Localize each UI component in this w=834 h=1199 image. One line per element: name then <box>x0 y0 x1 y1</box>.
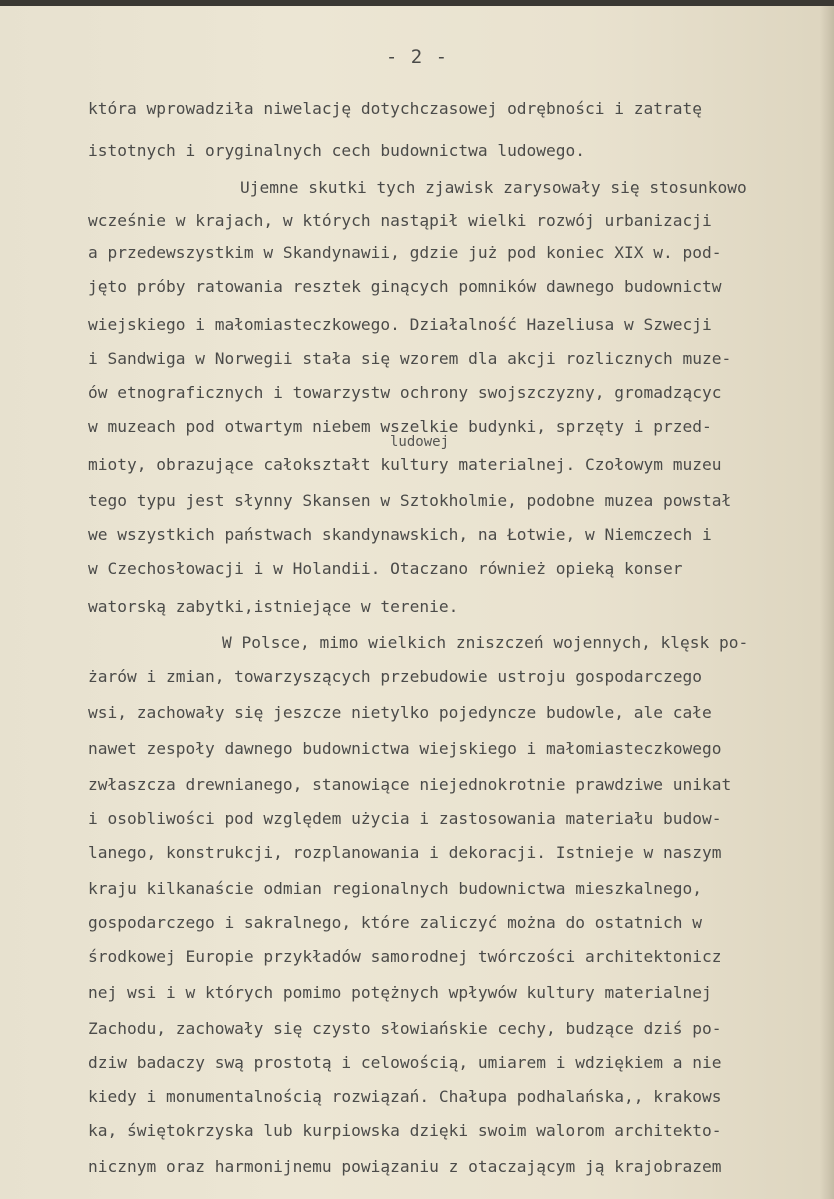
text-line: żarów i zmian, towarzyszących przebudowie ustroju gospodarczego <box>88 667 702 686</box>
text-line: wcześnie w krajach, w których nastąpił wielki rozwój urbanizacji <box>88 211 712 230</box>
text-line: nawet zespoły dawnego budownictwa wiejskiego i małomiasteczkowego <box>88 739 722 758</box>
text-line: mioty, obrazujące całokształt kultury materialnej. Czołowym muzeu <box>88 455 722 474</box>
text-line: kiedy i monumentalnością rozwiązań. Chałupa podhalańska,, krakows <box>88 1087 722 1106</box>
text-line: zwłaszcza drewnianego, stanowiące niejednokrotnie prawdziwe unikat <box>88 775 732 794</box>
body-text <box>0 6 834 1199</box>
text-line: a przedewszystkim w Skandynawii, gdzie już pod koniec XIX w. pod- <box>88 243 722 262</box>
text-line: i Sandwiga w Norwegii stała się wzorem dla akcji rozlicznych muze- <box>88 349 732 368</box>
text-line: W Polsce, mimo wielkich zniszczeń wojennych, klęsk po- <box>222 633 749 652</box>
text-line: dziw badaczy swą prostotą i celowością, umiarem i wdziękiem a nie <box>88 1053 722 1072</box>
text-line: Ujemne skutki tych zjawisk zarysowały się stosunkowo <box>240 178 747 197</box>
text-line: gospodarczego i sakralnego, które zaliczyć można do ostatnich w <box>88 913 702 932</box>
handwritten-insertion: ludowej <box>390 434 450 450</box>
text-line: kraju kilkanaście odmian regionalnych budownictwa mieszkalnego, <box>88 879 702 898</box>
text-line: nicznym oraz harmonijnemu powiązaniu z otaczającym ją krajobrazem <box>88 1157 722 1176</box>
text-line: tego typu jest słynny Skansen w Sztokholmie, podobne muzea powstał <box>88 491 732 510</box>
text-line: wiejskiego i małomiasteczkowego. Działalność Hazeliusa w Szwecji <box>88 315 712 334</box>
text-line: ów etnograficznych i towarzystw ochrony swojszczyzny, gromadzącyc <box>88 383 722 402</box>
text-line: w Czechosłowacji i w Holandii. Otaczano również opieką konser <box>88 559 683 578</box>
text-line: we wszystkich państwach skandynawskich, na Łotwie, w Niemczech i <box>88 525 712 544</box>
text-line: i osobliwości pod względem użycia i zastosowania materiału budow- <box>88 809 722 828</box>
text-line: lanego, konstrukcji, rozplanowania i dekoracji. Istnieje w naszym <box>88 843 722 862</box>
text-line: watorską zabytki,istniejące w terenie. <box>88 597 459 616</box>
typewritten-page <box>0 6 834 1199</box>
text-line: jęto próby ratowania resztek ginących pomników dawnego budownictw <box>88 277 722 296</box>
page-number: - 2 - <box>385 46 449 68</box>
text-line: nej wsi i w których pomimo potężnych wpływów kultury materialnej <box>88 983 712 1002</box>
text-line: w muzeach pod otwartym niebem wszelkie budynki, sprzęty i przed- <box>88 417 712 436</box>
text-line: wsi, zachowały się jeszcze nietylko pojedyncze budowle, ale całe <box>88 703 712 722</box>
text-line: środkowej Europie przykładów samorodnej twórczości architektonicz <box>88 947 722 966</box>
text-line: Zachodu, zachowały się czysto słowiańskie cechy, budzące dziś po- <box>88 1019 722 1038</box>
text-line: która wprowadziła niwelację dotychczasowej odrębności i zatratę <box>88 99 702 118</box>
text-line: istotnych i oryginalnych cech budownictwa ludowego. <box>88 141 586 160</box>
text-line: ka, świętokrzyska lub kurpiowska dzięki swoim walorom architekto- <box>88 1121 722 1140</box>
